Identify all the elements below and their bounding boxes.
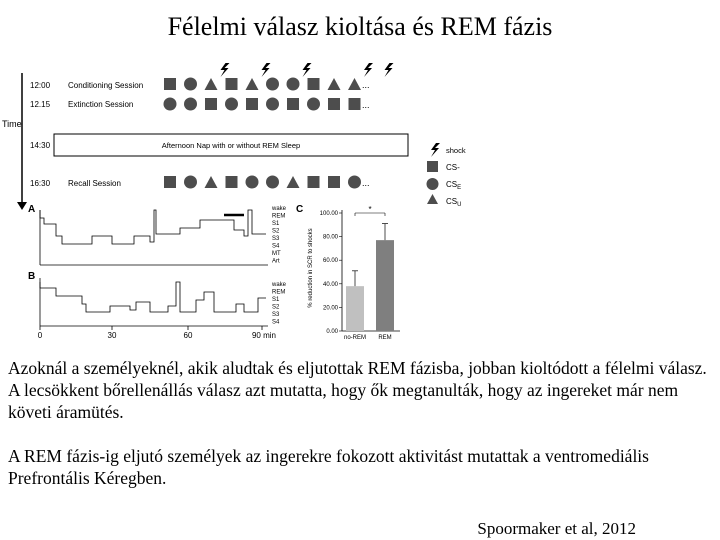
triangle-icon (287, 176, 300, 188)
session-label-recall: Recall Session (68, 179, 121, 188)
row-ellipsis: ... (362, 178, 370, 188)
stage-label: S3 (272, 312, 280, 318)
square-icon (328, 98, 340, 110)
circle-icon (266, 78, 279, 91)
chart-y-ticks (320, 211, 342, 335)
hypnogram-a-stage-labels (271, 206, 287, 265)
slide-title: Félelmi válasz kioltása és REM fázis (167, 12, 553, 41)
legend-cs-e-label: $CS_E$ (446, 180, 462, 191)
legend-cs-u-label: $CS_U$ (446, 197, 462, 208)
session-label-extinction: Extinction Session (68, 100, 134, 109)
stage-label: REM (272, 289, 286, 296)
circle-icon (184, 176, 197, 189)
triangle-icon (205, 176, 218, 188)
paragraph-rem-extinction: Azoknál a személyeknél, akik aludtak és eljutottak REM fázisba, jobban kioltódott a félelmi válasz. A lecsökkent bőrellenállás válasz azt mutatta, hogy ők megtanulták, hogy az ingereket már nem követi áramütés. (8, 358, 707, 422)
square-icon (308, 176, 320, 188)
shock-icon (262, 63, 271, 77)
y-tick-label: 60.00 (322, 258, 338, 265)
recall-stimuli-row (164, 176, 361, 189)
figure-legend (427, 143, 466, 208)
shock-icon (303, 63, 312, 77)
x-tick-label: 0 (37, 331, 43, 340)
study-figure (0, 60, 480, 340)
square-icon (226, 176, 238, 188)
session-time-extinction: 12.15 (30, 100, 51, 109)
circle-icon (184, 78, 197, 91)
circle-icon (164, 98, 177, 111)
square-icon (226, 78, 238, 90)
square-icon (164, 78, 176, 90)
panel-label-c: C (296, 204, 304, 215)
row-ellipsis: ... (362, 80, 370, 90)
significance-marker: * (368, 205, 372, 214)
circle-icon (348, 176, 361, 189)
square-icon (308, 78, 320, 90)
stage-label: S2 (272, 228, 280, 235)
stage-label: wake (272, 282, 287, 288)
circle-icon (266, 176, 279, 189)
bar-rem (376, 240, 394, 331)
time-axis-label: Time (2, 119, 22, 129)
square-icon (164, 176, 176, 188)
circle-icon (246, 176, 259, 189)
circle-icon (184, 98, 197, 111)
x-tick-label: 60 (183, 331, 193, 340)
time-axis-arrow (17, 202, 27, 210)
stage-label: S1 (272, 297, 280, 303)
hypnogram-b-trace (40, 282, 266, 312)
circle-icon (225, 98, 238, 111)
hypnogram-b-frame (40, 278, 268, 330)
stage-label: S4 (272, 243, 280, 250)
category-label: REM (378, 335, 392, 340)
legend-shock-label: shock (446, 146, 466, 155)
paragraph-vmpfc-activity: A REM fázis-ig eljutó személyek az ingerekre fokozott aktivitást mutattak a ventromediális Prefrontális Kéregben. (8, 446, 649, 488)
session-time-nap: 14:30 (30, 141, 51, 150)
bar-no-rem (346, 286, 364, 331)
y-tick-label: 40.00 (322, 281, 338, 288)
circle-icon (287, 78, 300, 91)
conditioning-stimuli-row (164, 78, 361, 91)
triangle-icon (246, 78, 259, 90)
circle-icon (266, 98, 279, 111)
circle-icon (427, 178, 439, 190)
legend-cs-minus-label: CS- (446, 163, 460, 172)
y-tick-label: 20.00 (322, 305, 338, 312)
session-label-nap: Afternoon Nap with or without REM Sleep (161, 141, 301, 150)
stage-label: Art (272, 258, 280, 265)
circle-icon (307, 98, 320, 111)
triangle-icon (205, 78, 218, 90)
stage-label: S3 (272, 236, 280, 242)
triangle-icon (427, 194, 438, 204)
x-tick-label: 30 (107, 331, 117, 340)
square-icon (427, 161, 438, 172)
stage-label: S4 (272, 319, 280, 326)
square-icon (328, 176, 340, 188)
stage-label: wake (272, 206, 287, 212)
session-time-recall: 16:30 (30, 179, 51, 188)
chart-y-axis-label: % reduction in SCR to shocks (308, 228, 314, 308)
square-icon (349, 98, 361, 110)
y-tick-label: 80.00 (322, 234, 338, 241)
stage-label: MT (272, 251, 281, 257)
shock-icon (431, 143, 440, 157)
session-label-conditioning: Conditioning Session (68, 81, 144, 90)
square-icon (246, 98, 258, 110)
triangle-icon (328, 78, 341, 90)
y-tick-label: 100.00 (319, 211, 338, 217)
shock-markers-row (221, 63, 394, 77)
square-icon (287, 98, 299, 110)
hypnogram-b-stage-labels (271, 282, 287, 326)
stage-label: S2 (272, 304, 280, 311)
citation: Spoormaker et al, 2012 (477, 519, 636, 538)
triangle-icon (348, 78, 361, 90)
chart-bars (344, 224, 394, 340)
shock-icon (364, 63, 373, 77)
shock-icon (385, 63, 394, 77)
panel-label-b: B (28, 271, 36, 282)
extinction-stimuli-row (164, 98, 361, 111)
y-tick-label: 0.00 (326, 329, 338, 335)
session-time-conditioning: 12:00 (30, 81, 51, 90)
square-icon (205, 98, 217, 110)
x-tick-label: 90 min (251, 331, 277, 340)
row-ellipsis: ... (362, 100, 370, 110)
stage-label: REM (272, 213, 286, 220)
category-label: no-REM (343, 335, 367, 340)
shock-icon (221, 63, 230, 77)
panel-label-a: A (28, 204, 36, 215)
stage-label: S1 (272, 221, 280, 227)
